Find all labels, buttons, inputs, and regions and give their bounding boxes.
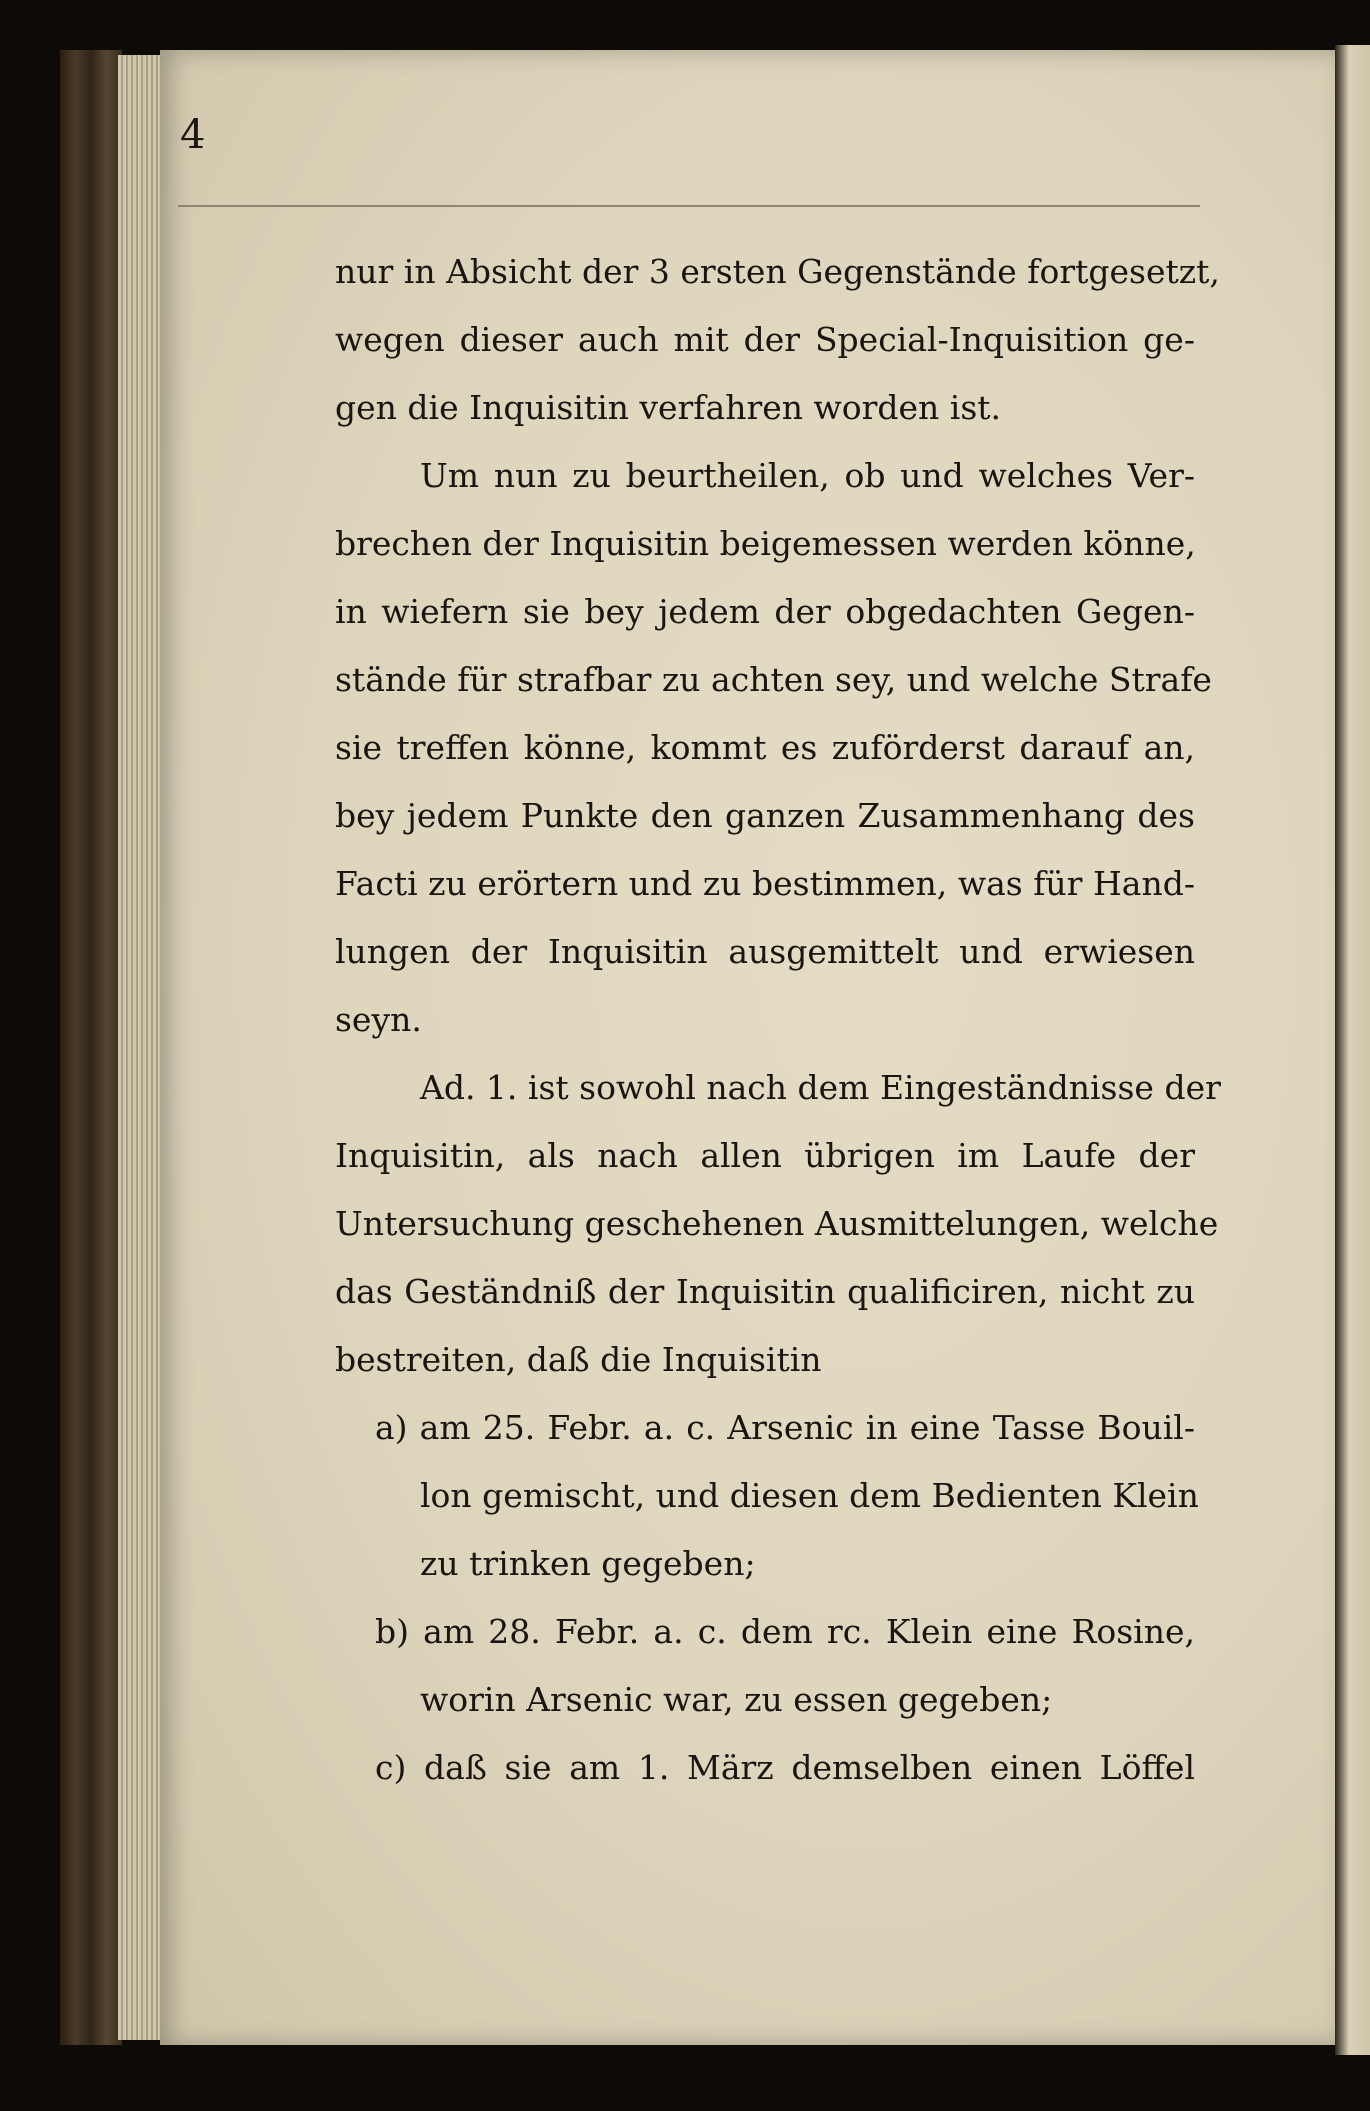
text-line: Facti zu erörtern und zu bestimmen, was für Hand- [335, 864, 1195, 903]
text-line: brechen der Inquisitin beigemessen werden könne, [335, 524, 1196, 563]
page-edges [118, 55, 164, 2040]
text-line: worin Arsenic war, zu essen gegeben; [420, 1680, 1053, 1719]
page-number: 4 [180, 112, 206, 158]
text-line: Inquisitin, als nach allen übrigen im Laufe der [335, 1136, 1195, 1175]
text-line: das Geständniß der Inquisitin qualificiren, nicht zu [335, 1272, 1195, 1311]
header-rule [178, 205, 1200, 207]
body-text [335, 238, 1221, 1802]
text-line: lon gemischt, und diesen dem Bedienten Klein [420, 1476, 1199, 1515]
text-line: Um nun zu beurtheilen, ob und welches Ver- [420, 456, 1195, 495]
text-line: a) am 25. Febr. a. c. Arsenic in eine Tasse Bouil- [375, 1408, 1195, 1447]
text-line: wegen dieser auch mit der Special-Inquisition ge- [335, 320, 1195, 359]
text-line: Untersuchung geschehenen Ausmittelungen, welche [335, 1204, 1219, 1243]
text-line: stände für strafbar zu achten sey, und welche Strafe [335, 660, 1212, 699]
text-line: seyn. [335, 1000, 422, 1039]
text-line: sie treffen könne, kommt es zuförderst darauf an, [335, 728, 1195, 767]
text-line: lungen der Inquisitin ausgemittelt und erwiesen [335, 932, 1195, 971]
text-line: nur in Absicht der 3 ersten Gegenstände fortgesetzt, [335, 252, 1220, 291]
text-line: bestreiten, daß die Inquisitin [335, 1340, 822, 1379]
text-line: bey jedem Punkte den ganzen Zusammenhang des [335, 796, 1195, 835]
facing-page-edge [1335, 45, 1370, 2055]
text-line: in wiefern sie bey jedem der obgedachten Gegen- [335, 592, 1195, 631]
text-line: Ad. 1. ist sowohl nach dem Eingeständnisse der [420, 1068, 1221, 1107]
text-line: gen die Inquisitin verfahren worden ist. [335, 388, 1002, 427]
text-line: c) daß sie am 1. März demselben einen Löffel [375, 1748, 1195, 1787]
text-line: zu trinken gegeben; [420, 1544, 756, 1583]
text-line: b) am 28. Febr. a. c. dem rc. Klein eine Rosine, [375, 1612, 1195, 1651]
book-spine [60, 50, 122, 2045]
